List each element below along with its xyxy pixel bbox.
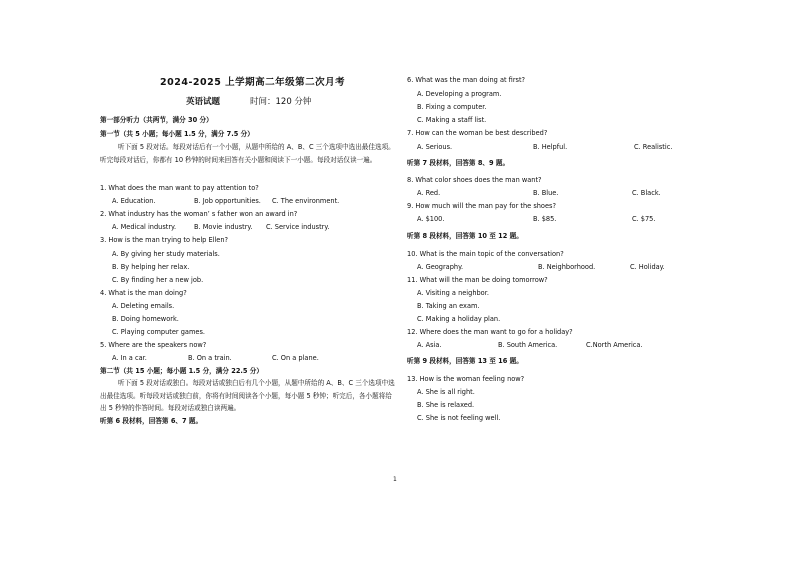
q5-option-c: C. On a plane.	[272, 354, 319, 362]
q4-option-c: C. Playing computer games.	[112, 328, 205, 336]
q6-option-c: C. Making a staff list.	[417, 116, 487, 124]
section2-instructions: 听下面 5 段对话或独白。每段对话或独白后有几个小题，从题中所给的 A、B、C 三个选项中选出最佳选项。听每段对话或独白前，你将有时间阅读各个小题，每小题 5 秒钟；听完后，各小题将给出 5 秒钟的作答时间。每段对话或独白读两遍。	[100, 379, 395, 412]
q1-stem: 1. What does the man want to pay attention to?	[100, 184, 259, 192]
listen-8-note: 听第 8 段材料，回答第 10 至 12 题。	[407, 232, 523, 240]
time-label: 时间：120 分钟	[250, 97, 312, 107]
q7-stem: 7. How can the woman be best described?	[407, 129, 548, 137]
q3-option-a: A. By giving her study materials.	[112, 250, 220, 258]
q2-option-c: C. Service industry.	[266, 223, 330, 231]
q10-option-c: C. Holiday.	[630, 263, 665, 271]
q8-option-a: A. Red.	[417, 189, 441, 197]
q5-option-a: A. In a car.	[112, 354, 147, 362]
q1-option-b: B. Job opportunities.	[194, 197, 261, 205]
q3-stem: 3. How is the man trying to help Ellen?	[100, 236, 229, 244]
section1-heading: 第一节（共 5 小题；每小题 1.5 分，满分 7.5 分）	[100, 130, 254, 138]
q5-stem: 5. Where are the speakers now?	[100, 341, 207, 349]
listen-7-note: 听第 7 段材料，回答第 8、9 题。	[407, 159, 510, 167]
q12-stem: 12. Where does the man want to go for a holiday?	[407, 328, 573, 336]
q9-option-a: A. $100.	[417, 215, 445, 223]
q8-option-c: C. Black.	[632, 189, 661, 197]
q1-option-c: C. The environment.	[272, 197, 340, 205]
q13-option-a: A. She is all right.	[417, 388, 475, 396]
q12-option-a: A. Asia.	[417, 341, 442, 349]
q5-option-b: B. On a train.	[188, 354, 232, 362]
q2-option-b: B. Movie industry.	[194, 223, 253, 231]
q10-stem: 10. What is the main topic of the conversation?	[407, 250, 564, 258]
page-number: 1	[393, 476, 397, 483]
q3-option-c: C. By finding her a new job.	[112, 276, 204, 284]
q6-stem: 6. What was the man doing at first?	[407, 76, 526, 84]
q9-option-b: B. $85.	[533, 215, 557, 223]
q12-option-b: B. South America.	[498, 341, 558, 349]
q9-option-c: C. $75.	[632, 215, 656, 223]
q4-option-b: B. Doing homework.	[112, 315, 179, 323]
q6-option-b: B. Fixing a computer.	[417, 103, 487, 111]
q8-stem: 8. What color shoes does the man want?	[407, 176, 542, 184]
q7-option-a: A. Serious.	[417, 143, 453, 151]
q7-option-c: C. Realistic.	[634, 143, 673, 151]
q3-option-b: B. By helping her relax.	[112, 263, 190, 271]
q11-option-c: C. Making a holiday plan.	[417, 315, 501, 323]
listen-6-note: 听第 6 段材料，回答第 6、7 题。	[100, 417, 203, 425]
q4-stem: 4. What is the man doing?	[100, 289, 187, 297]
q8-option-b: B. Blue.	[533, 189, 559, 197]
q10-option-a: A. Geography.	[417, 263, 464, 271]
q10-option-b: B. Neighborhood.	[538, 263, 596, 271]
q6-option-a: A. Developing a program.	[417, 90, 502, 98]
exam-title: 2024-2025 上学期高二年级第二次月考	[160, 77, 346, 88]
q13-stem: 13. How is the woman feeling now?	[407, 375, 525, 383]
subject-label: 英语试题	[186, 97, 221, 107]
listen-9-note: 听第 9 段材料，回答第 13 至 16 题。	[407, 357, 523, 365]
q4-option-a: A. Deleting emails.	[112, 302, 175, 310]
q11-option-b: B. Taking an exam.	[417, 302, 480, 310]
q7-option-b: B. Helpful.	[533, 143, 568, 151]
q2-stem: 2. What industry has the woman’ s father won an award in?	[100, 210, 298, 218]
q11-stem: 11. What will the man be doing tomorrow?	[407, 276, 548, 284]
q9-stem: 9. How much will the man pay for the shoes?	[407, 202, 556, 210]
q13-option-b: B. She is relaxed.	[417, 401, 475, 409]
q2-option-a: A. Medical industry.	[112, 223, 177, 231]
q1-option-a: A. Education.	[112, 197, 156, 205]
part1-heading: 第一部分听力（共两节，满分 30 分）	[100, 116, 213, 124]
q11-option-a: A. Visiting a neighbor.	[417, 289, 489, 297]
section2-heading: 第二节（共 15 小题；每小题 1.5 分，满分 22.5 分）	[100, 367, 263, 375]
q12-option-c: C.North America.	[586, 341, 643, 349]
section1-instructions: 听下面 5 段对话。每段对话后有一个小题，从题中所给的 A、B、C 三个选项中选出最佳选项。听完每段对话后，你都有 10 秒钟的时间来回答有关小题和阅读下一小题。每段对话仅读一遍。	[100, 143, 395, 164]
q13-option-c: C. She is not feeling well.	[417, 414, 501, 422]
